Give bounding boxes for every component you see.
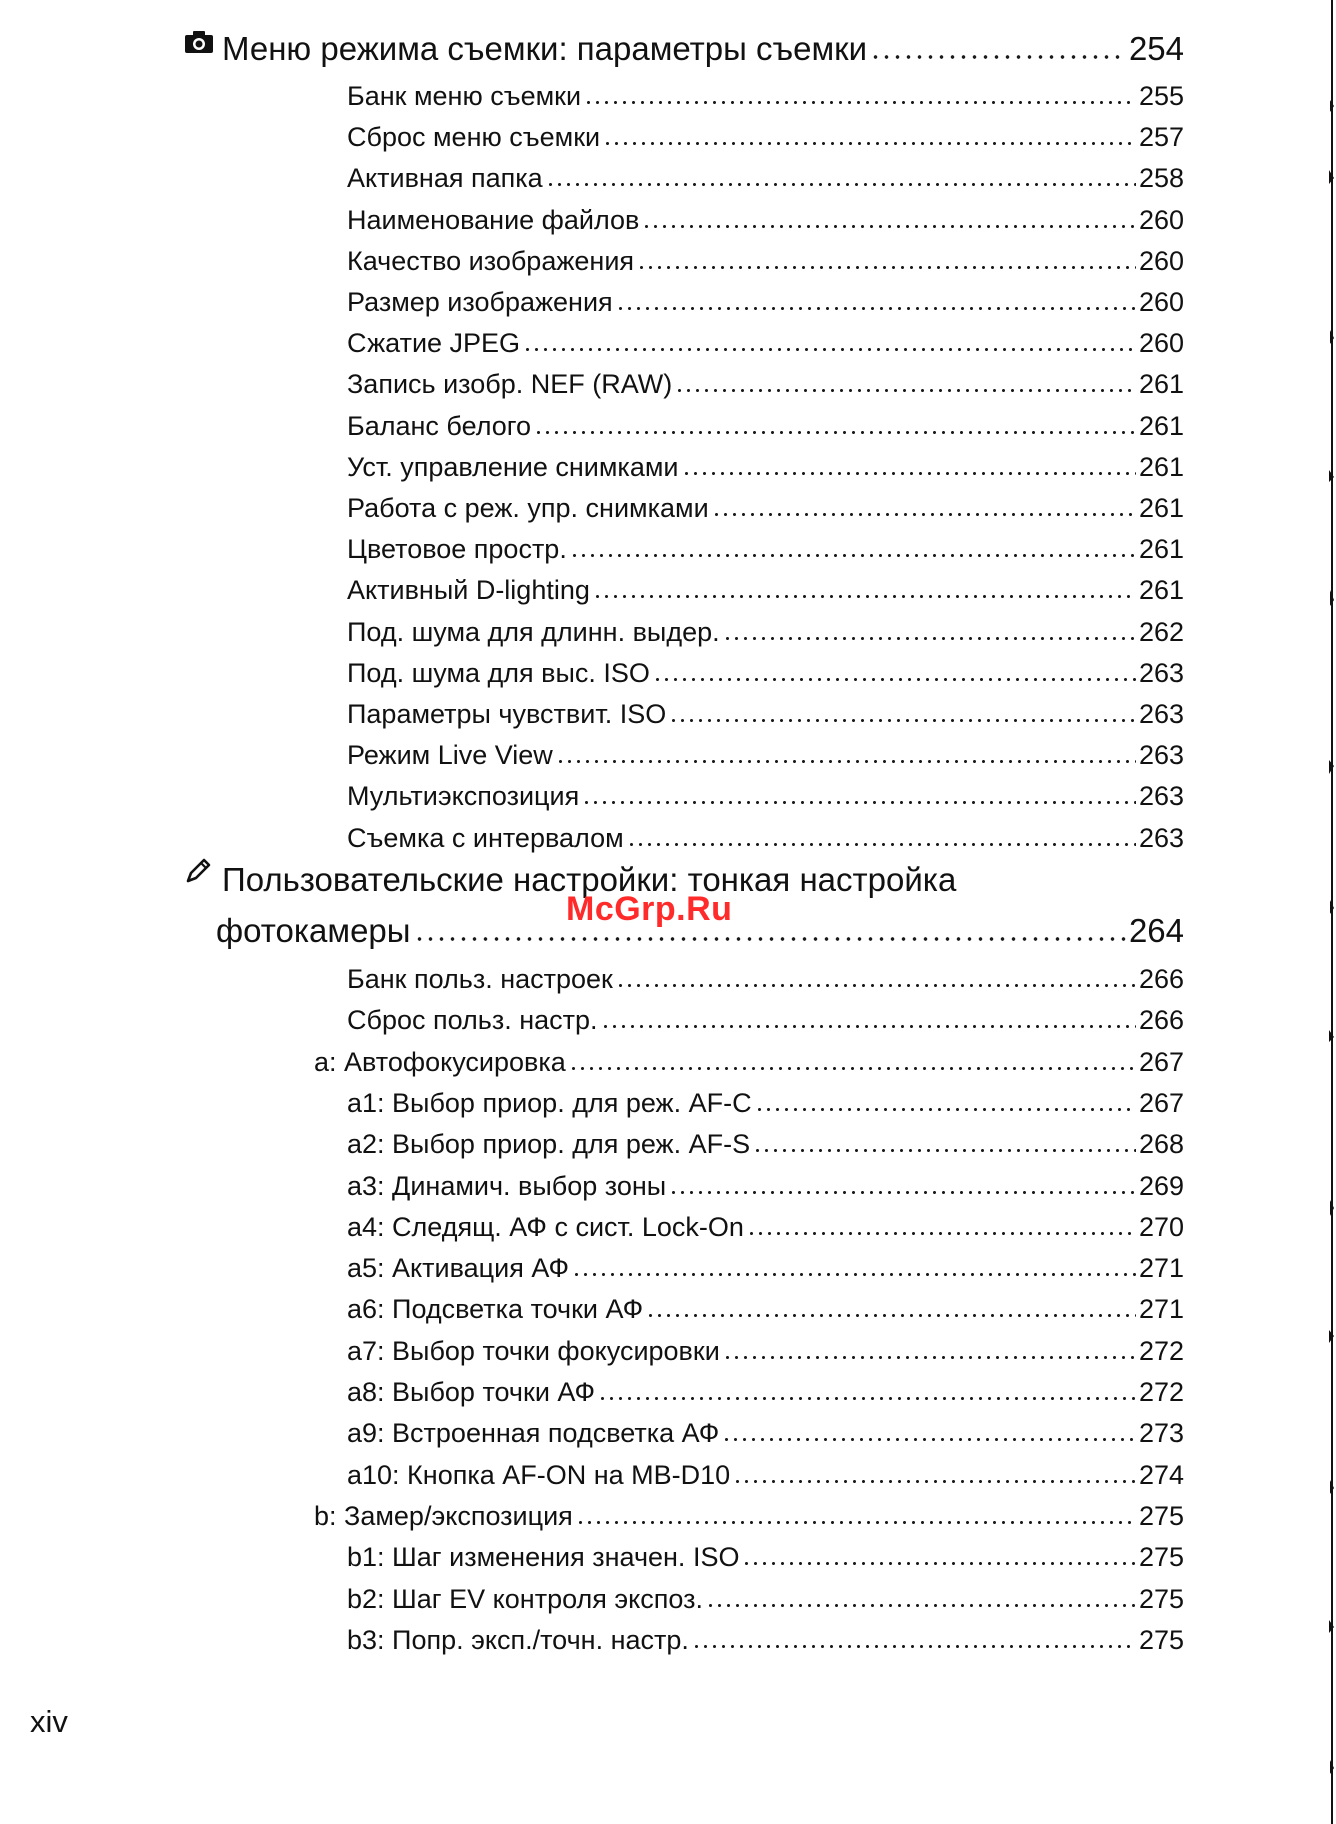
toc-entry[interactable] bbox=[347, 608, 1184, 648]
toc-entry-label: Запись изобр. NEF (RAW) bbox=[347, 369, 673, 400]
toc-entry-page-number: 275 bbox=[1138, 1583, 1184, 1614]
toc-entry[interactable] bbox=[347, 443, 1184, 483]
toc-entry-label: Уст. управление снимками bbox=[347, 451, 679, 482]
toc-entry[interactable] bbox=[347, 1244, 1184, 1284]
toc-entry[interactable] bbox=[314, 1038, 1184, 1078]
dot-leader bbox=[601, 1025, 1136, 1028]
toc-entry-page-number: 266 bbox=[1138, 964, 1184, 994]
toc-entry[interactable] bbox=[347, 1368, 1184, 1408]
toc-entry-page-number: 263 bbox=[1138, 781, 1184, 812]
toc-entry[interactable] bbox=[347, 731, 1184, 771]
toc-entry-page-number: 258 bbox=[1138, 163, 1184, 194]
toc-entry-page-number: 260 bbox=[1138, 287, 1184, 317]
dot-leader bbox=[627, 843, 1136, 846]
dot-leader bbox=[616, 984, 1136, 987]
toc-entry-label: Банк меню съемки bbox=[347, 81, 582, 111]
toc-entry-page-number: 273 bbox=[1138, 1418, 1184, 1449]
toc-entry-label: Размер изображения bbox=[347, 287, 613, 317]
toc-entry-label: a5: Активация АФ bbox=[347, 1253, 569, 1284]
toc-entry-label: Параметры чувствит. ISO bbox=[347, 699, 667, 729]
toc-entry[interactable] bbox=[347, 996, 1184, 1036]
toc-entry-page-number: 275 bbox=[1138, 1500, 1184, 1531]
toc-entry-label: a: Автофокусировка bbox=[314, 1046, 566, 1077]
toc-entry-label: Под. шума для длинн. выдер. bbox=[347, 616, 720, 647]
toc-entry-label: Под. шума для выс. ISO bbox=[347, 657, 650, 688]
dot-leader bbox=[576, 1521, 1136, 1524]
toc-entry-label: Режим Live View bbox=[347, 740, 553, 771]
toc-entry-page-number: 260 bbox=[1138, 328, 1184, 359]
toc-entry-label: a2: Выбор приор. для реж. AF-S bbox=[347, 1129, 751, 1160]
dot-leader bbox=[669, 719, 1136, 722]
dot-leader bbox=[675, 389, 1136, 392]
toc-entry-label: a1: Выбор приор. для реж. AF-C bbox=[347, 1087, 752, 1118]
pencil-icon bbox=[184, 855, 214, 893]
toc-entry[interactable] bbox=[347, 113, 1184, 153]
toc-page-number: 254 bbox=[1128, 30, 1184, 67]
toc-entry-page-number: 271 bbox=[1138, 1294, 1184, 1325]
toc-entry-label: a3: Динамич. выбор зоны bbox=[347, 1170, 667, 1201]
toc-entry-page-number: 272 bbox=[1138, 1377, 1184, 1407]
toc-entry[interactable] bbox=[347, 1079, 1184, 1119]
toc-heading-label: фотокамеры bbox=[216, 912, 411, 949]
toc-entry[interactable] bbox=[347, 566, 1184, 606]
toc-entry-label: Банк польз. настроек bbox=[347, 964, 613, 994]
dot-leader bbox=[546, 183, 1136, 186]
dot-leader bbox=[722, 1438, 1136, 1441]
toc-entry-page-number: 263 bbox=[1138, 699, 1184, 729]
toc-entry[interactable] bbox=[347, 1120, 1184, 1160]
toc-entry-label: Качество изображения bbox=[347, 245, 635, 276]
toc-entry-label: a4: Следящ. АФ с сист. Lock-On bbox=[347, 1211, 744, 1242]
toc-entry-label: a10: Кнопка AF-ON на MB-D10 bbox=[347, 1459, 731, 1490]
dot-leader bbox=[637, 266, 1136, 269]
toc-entry[interactable] bbox=[347, 1616, 1184, 1656]
page-folio: xiv bbox=[30, 1704, 68, 1739]
dot-leader bbox=[755, 1108, 1136, 1111]
toc-entry-page-number: 275 bbox=[1138, 1542, 1184, 1573]
toc-entry-page-number: 261 bbox=[1138, 369, 1184, 400]
dot-leader bbox=[747, 1232, 1136, 1235]
toc-entry-page-number: 261 bbox=[1138, 451, 1184, 482]
toc-entry-page-number: 255 bbox=[1138, 81, 1184, 111]
toc-entry-label: Сброс польз. настр. bbox=[347, 1005, 598, 1036]
toc-entry-label: a7: Выбор точки фокусировки bbox=[347, 1335, 720, 1366]
toc-entry[interactable] bbox=[347, 814, 1184, 854]
dot-leader bbox=[572, 1273, 1136, 1276]
toc-entry-page-number: 270 bbox=[1138, 1211, 1184, 1242]
dot-leader bbox=[603, 142, 1136, 145]
toc-entry-page-number: 274 bbox=[1138, 1459, 1184, 1490]
toc-entry-page-number: 263 bbox=[1138, 822, 1184, 853]
dot-leader bbox=[646, 1314, 1136, 1317]
toc-entry[interactable] bbox=[347, 319, 1184, 359]
toc-entry-page-number: 272 bbox=[1138, 1335, 1184, 1366]
toc-entry-label: Активная папка bbox=[347, 163, 543, 194]
dot-leader bbox=[598, 1397, 1136, 1400]
dot-leader bbox=[582, 801, 1136, 804]
dot-leader bbox=[742, 1562, 1135, 1565]
toc-entry[interactable] bbox=[347, 1409, 1184, 1449]
toc-entry-page-number: 275 bbox=[1138, 1624, 1184, 1655]
toc-entry[interactable] bbox=[347, 1203, 1184, 1243]
scan-edge-marks bbox=[1320, 0, 1336, 1824]
dot-leader bbox=[414, 937, 1126, 941]
toc-entry-page-number: 261 bbox=[1138, 575, 1184, 606]
toc-page-number: 264 bbox=[1128, 912, 1184, 949]
toc-entry-label: a8: Выбор точки АФ bbox=[347, 1377, 596, 1407]
toc-entry[interactable] bbox=[347, 484, 1184, 524]
watermark: McGrp.Ru bbox=[566, 890, 733, 928]
toc-entry-label: b1: Шаг изменения значен. ISO bbox=[347, 1542, 740, 1573]
dot-leader bbox=[653, 678, 1136, 681]
toc-entry[interactable] bbox=[314, 1492, 1184, 1532]
toc-entry-label: Наименование файлов bbox=[347, 204, 640, 235]
dot-leader bbox=[534, 431, 1136, 434]
dot-leader bbox=[556, 760, 1136, 763]
toc-entry-label: Баланс белого bbox=[347, 410, 532, 441]
toc-entry-page-number: 257 bbox=[1138, 122, 1184, 153]
toc-entry-label: b2: Шаг EV контроля экспоз. bbox=[347, 1583, 703, 1614]
toc-entry-page-number: 261 bbox=[1138, 493, 1184, 523]
dot-leader bbox=[616, 307, 1136, 310]
toc-entry-label: a9: Встроенная подсветка АФ bbox=[347, 1418, 720, 1449]
toc-entry-label: b: Замер/экспозиция bbox=[314, 1500, 573, 1531]
toc-entry-label: Работа с реж. упр. снимками bbox=[347, 493, 709, 523]
toc-entry-page-number: 261 bbox=[1138, 410, 1184, 441]
toc-entry[interactable] bbox=[347, 649, 1184, 689]
toc-entry[interactable] bbox=[347, 278, 1184, 318]
toc-entry[interactable] bbox=[347, 1327, 1184, 1367]
toc-entry-page-number: 260 bbox=[1138, 245, 1184, 276]
dot-leader bbox=[706, 1604, 1136, 1607]
toc-entry-label: b3: Попр. эксп./точн. настр. bbox=[347, 1624, 689, 1655]
toc-entry[interactable] bbox=[347, 360, 1184, 400]
toc-entry-label: Сжатие JPEG bbox=[347, 328, 521, 359]
dot-leader bbox=[642, 225, 1136, 228]
dot-leader bbox=[570, 554, 1136, 557]
toc-entry-label: Съемка с интервалом bbox=[347, 822, 624, 853]
toc-entry[interactable] bbox=[347, 72, 1184, 112]
toc-entry-page-number: 269 bbox=[1138, 1170, 1184, 1201]
dot-leader bbox=[593, 595, 1136, 598]
toc-entry-page-number: 260 bbox=[1138, 204, 1184, 235]
toc-entry[interactable] bbox=[347, 1533, 1184, 1573]
toc-entry-label: Цветовое простр. bbox=[347, 534, 567, 565]
dot-leader bbox=[733, 1480, 1136, 1483]
toc-entry[interactable] bbox=[347, 1575, 1184, 1615]
toc-entry-page-number: 271 bbox=[1138, 1253, 1184, 1284]
toc-entry[interactable] bbox=[347, 196, 1184, 236]
toc-entry[interactable] bbox=[347, 237, 1184, 277]
toc-entry-label: Активный D-lighting bbox=[347, 575, 590, 606]
toc-entry[interactable] bbox=[347, 955, 1184, 995]
toc-entry-page-number: 266 bbox=[1138, 1005, 1184, 1036]
dot-leader bbox=[682, 472, 1136, 475]
dot-leader bbox=[723, 637, 1136, 640]
toc-entry-label: a6: Подсветка точки АФ bbox=[347, 1294, 644, 1325]
toc-entry[interactable] bbox=[347, 772, 1184, 812]
toc-entry[interactable] bbox=[347, 525, 1184, 565]
dot-leader bbox=[692, 1645, 1136, 1648]
toc-entry-page-number: 267 bbox=[1138, 1087, 1184, 1118]
dot-leader bbox=[753, 1149, 1136, 1152]
toc-heading-label: Меню режима съемки: параметры съемки bbox=[222, 30, 868, 67]
toc-entry[interactable] bbox=[347, 1285, 1184, 1325]
toc-entry[interactable] bbox=[347, 690, 1184, 730]
toc-entry-label: Сброс меню съемки bbox=[347, 122, 601, 153]
toc-entry[interactable] bbox=[347, 154, 1184, 194]
camera-icon bbox=[184, 24, 214, 62]
toc-entry-page-number: 263 bbox=[1138, 740, 1184, 771]
toc-entry[interactable] bbox=[347, 1162, 1184, 1202]
dot-leader bbox=[569, 1067, 1136, 1070]
toc-entry-page-number: 262 bbox=[1138, 616, 1184, 647]
toc-entry[interactable] bbox=[347, 1451, 1184, 1491]
dot-leader bbox=[870, 55, 1126, 59]
toc-entry-page-number: 261 bbox=[1138, 534, 1184, 565]
toc-entry-page-number: 263 bbox=[1138, 657, 1184, 688]
toc-heading-label: Пользовательские настройки: тонкая настройка bbox=[222, 861, 957, 898]
dot-leader bbox=[523, 348, 1136, 351]
toc-entry-page-number: 267 bbox=[1138, 1046, 1184, 1077]
dot-leader bbox=[723, 1356, 1136, 1359]
dot-leader bbox=[712, 513, 1136, 516]
toc-entry-label: Мультиэкспозиция bbox=[347, 781, 580, 812]
toc-entry-page-number: 268 bbox=[1138, 1129, 1184, 1160]
toc-entry[interactable] bbox=[347, 402, 1184, 442]
dot-leader bbox=[584, 101, 1136, 104]
dot-leader bbox=[669, 1191, 1136, 1194]
toc-section-heading-shooting-menu[interactable] bbox=[184, 24, 1184, 68]
